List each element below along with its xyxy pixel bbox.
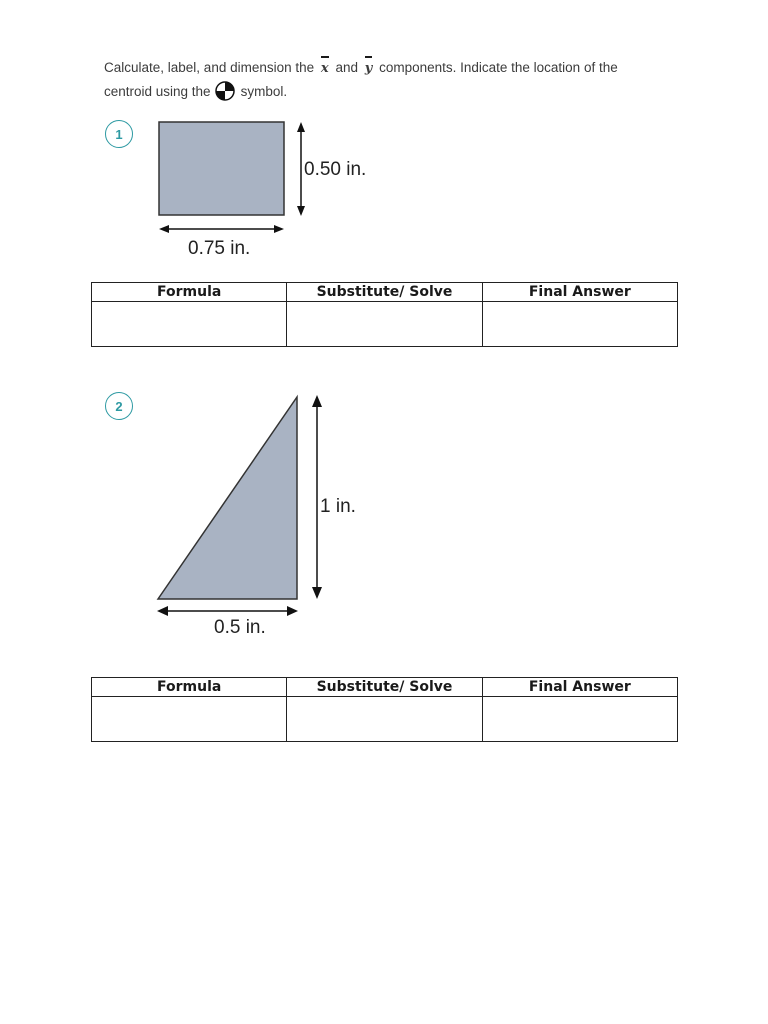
height-label: 0.50 in. <box>304 159 367 180</box>
problem-number-badge: 2 <box>105 392 133 420</box>
y-bar-symbol: y <box>365 57 373 80</box>
substitute-solve-cell[interactable] <box>287 697 482 742</box>
substitute-solve-cell[interactable] <box>287 302 482 347</box>
table-row <box>92 302 678 347</box>
header-formula: Formula <box>92 678 287 697</box>
rectangle-figure <box>150 112 410 262</box>
formula-cell[interactable] <box>92 302 287 347</box>
width-label: 0.75 in. <box>188 238 251 259</box>
triangle-shape <box>158 397 297 599</box>
table-header-row <box>92 678 678 697</box>
header-final-answer: Final Answer <box>482 283 677 302</box>
height-label: 1 in. <box>320 496 356 517</box>
problem-number-badge: 1 <box>105 120 133 148</box>
centroid-symbol-icon <box>215 81 235 108</box>
triangle-figure <box>150 390 390 640</box>
work-table-1 <box>91 282 678 347</box>
formula-cell[interactable] <box>92 697 287 742</box>
header-final-answer: Final Answer <box>482 678 677 697</box>
x-bar-symbol: x <box>321 57 329 80</box>
header-substitute-solve: Substitute/ Solve <box>287 283 482 302</box>
header-substitute-solve: Substitute/ Solve <box>287 678 482 697</box>
instructions-text-1: Calculate, label, and dimension the <box>104 60 315 75</box>
final-answer-cell[interactable] <box>482 302 677 347</box>
instructions <box>104 56 664 108</box>
instructions-text-2: components. Indicate the location of the <box>379 60 618 75</box>
table-row <box>92 697 678 742</box>
width-dimension-arrow <box>157 606 298 616</box>
width-dimension-arrow <box>159 225 284 233</box>
final-answer-cell[interactable] <box>482 697 677 742</box>
instructions-text-4: symbol. <box>240 84 288 99</box>
rectangle-shape <box>159 122 284 215</box>
table-header-row <box>92 283 678 302</box>
header-formula: Formula <box>92 283 287 302</box>
instructions-text-3: centroid using the <box>104 84 211 99</box>
instructions-and: and <box>335 60 358 75</box>
work-table-2 <box>91 677 678 742</box>
width-label: 0.5 in. <box>214 617 266 638</box>
